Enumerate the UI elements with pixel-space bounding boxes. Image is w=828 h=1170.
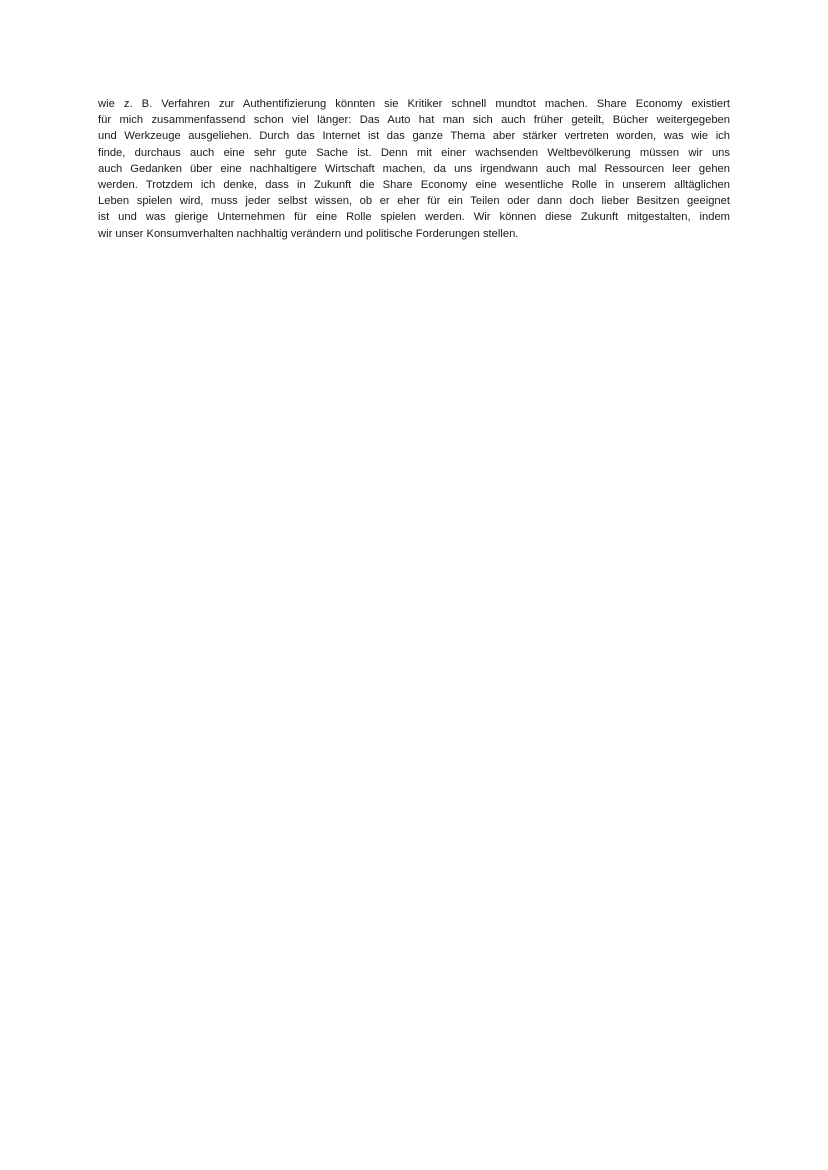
paragraph-line: wie z. B. Verfahren zur Authentifizierung könnten sie Kritiker schnell mundtot machen. Share Economy existiert [98,98,730,110]
paragraph-line: für mich zusammenfassend schon viel länger: Das Auto hat man sich auch früher geteilt, Bücher weitergegeben [98,114,730,127]
paragraph-line: werden. Trotzdem ich denke, dass in Zukunft die Share Economy eine wesentliche Rolle in unserem alltäglichen [98,178,730,191]
paragraph-line: auch Gedanken über eine nachhaltigere Wirtschaft machen, da uns irgendwann auch mal Ressourcen leer gehen [98,162,730,175]
paragraph-line: und Werkzeuge ausgeliehen. Durch das Internet ist das ganze Thema aber stärker vertreten worden, was wie ich [98,130,730,143]
paragraph-line: finde, durchaus auch eine sehr gute Sache ist. Denn mit einer wachsenden Weltbevölkerung müssen wir uns [98,146,730,159]
paragraph-line: Leben spielen wird, muss jeder selbst wissen, ob er eher für ein Teilen oder dann doch lieber Besitzen geeignet [98,195,730,208]
paragraph-line: ist und was gierige Unternehmen für eine Rolle spielen werden. Wir können diese Zukunft mitgestalten, indem [98,211,730,224]
body-paragraph [98,96,730,242]
paragraph-line: wir unser Konsumverhalten nachhaltig verändern und politische Forderungen stellen. [98,227,519,240]
